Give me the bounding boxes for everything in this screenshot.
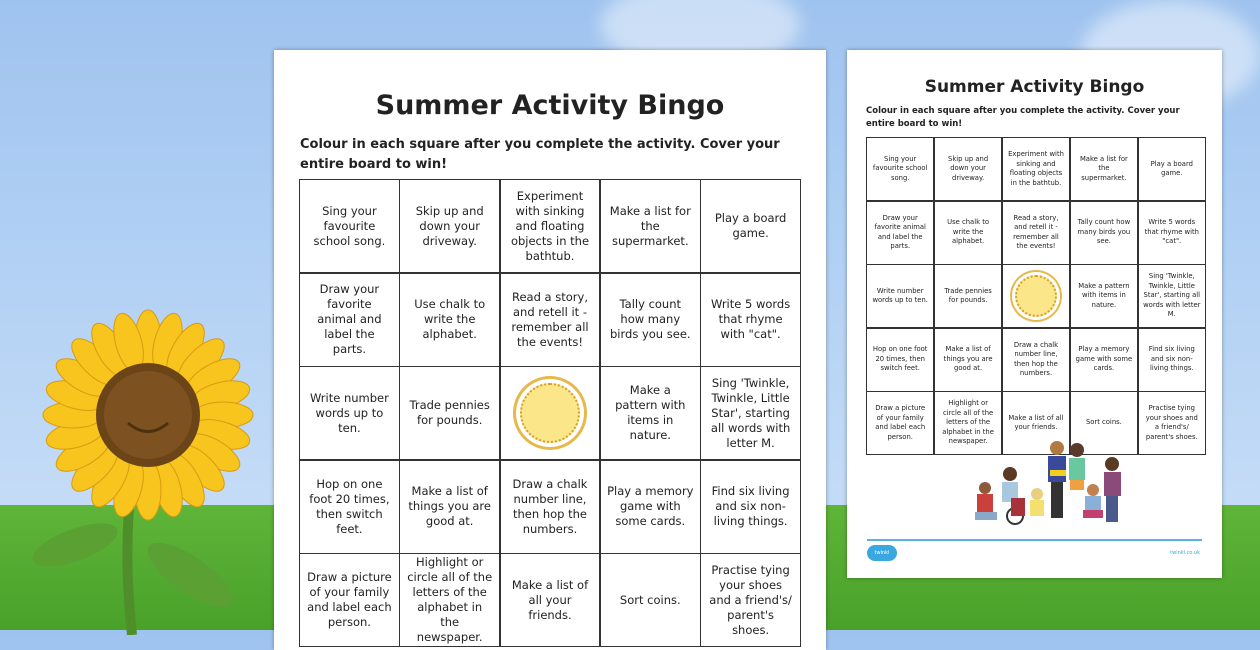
bingo-cell[interactable]: Draw a chalk number line, then hop the numbers.	[501, 461, 600, 553]
bingo-cell[interactable]: Trade pennies for pounds.	[400, 367, 499, 459]
sun-icon	[520, 383, 580, 443]
bingo-cell[interactable]: Write 5 words that rhyme with "cat".	[701, 274, 800, 366]
bingo-cell[interactable]: Make a list for the supermarket.	[601, 180, 700, 272]
bingo-cell[interactable]: Find six living and six non-living things.	[1139, 329, 1205, 391]
bingo-free-cell[interactable]	[501, 367, 600, 459]
bingo-cell[interactable]: Experiment with sinking and floating objects in the bathtub.	[501, 180, 600, 272]
bingo-cell[interactable]: Practise tying your shoes and a friend's/ parent's shoes.	[701, 554, 800, 646]
bingo-cell[interactable]: Sort coins.	[1071, 392, 1137, 454]
sunflower-illustration	[20, 295, 270, 635]
bingo-cell[interactable]: Make a list for the supermarket.	[1071, 138, 1137, 200]
bingo-cell[interactable]: Hop on one foot 20 times, then switch feet.	[867, 329, 933, 391]
bingo-cell[interactable]: Play a board game.	[701, 180, 800, 272]
bingo-cell[interactable]: Tally count how many birds you see.	[601, 274, 700, 366]
bingo-cell[interactable]: Read a story, and retell it - remember all the events!	[501, 274, 600, 366]
bingo-cell[interactable]: Play a memory game with some cards.	[601, 461, 700, 553]
bingo-grid	[866, 137, 1206, 455]
bingo-cell[interactable]: Make a list of all your friends.	[1003, 392, 1069, 454]
children-illustration	[965, 438, 1125, 526]
footer-divider	[867, 539, 1202, 541]
worksheet-instructions: Colour in each square after you complete the activity. Cover your entire board to win!	[866, 106, 1180, 129]
bingo-cell[interactable]: Sing your favourite school song.	[867, 138, 933, 200]
bingo-cell[interactable]: Draw a chalk number line, then hop the numbers.	[1003, 329, 1069, 391]
bingo-cell[interactable]: Practise tying your shoes and a friend's/ parent's shoes.	[1139, 392, 1205, 454]
worksheet-large	[274, 50, 826, 650]
bingo-cell[interactable]: Play a memory game with some cards.	[1071, 329, 1137, 391]
sun-icon	[1015, 275, 1057, 317]
bingo-cell[interactable]: Skip up and down your driveway.	[935, 138, 1001, 200]
bingo-cell[interactable]: Draw a picture of your family and label each person.	[300, 554, 399, 646]
worksheet-title: Summer Activity Bingo	[375, 90, 725, 121]
footer-url: twinkl.co.uk	[1170, 550, 1200, 556]
worksheet-preview	[847, 50, 1222, 578]
bingo-cell[interactable]: Draw your favorite animal and label the parts.	[867, 202, 933, 264]
bingo-cell[interactable]: Make a list of things you are good at.	[935, 329, 1001, 391]
bingo-cell[interactable]: Make a list of things you are good at.	[400, 461, 499, 553]
bingo-cell[interactable]: Find six living and six non-living things.	[701, 461, 800, 553]
bingo-cell[interactable]: Tally count how many birds you see.	[1071, 202, 1137, 264]
bingo-cell[interactable]: Highlight or circle all of the letters of the alphabet in the newspaper.	[400, 554, 499, 646]
bingo-free-cell[interactable]	[1003, 265, 1069, 327]
bingo-cell[interactable]: Sing 'Twinkle, Twinkle, Little Star', starting all words with letter M.	[1139, 265, 1205, 327]
bingo-cell[interactable]: Make a list of all your friends.	[501, 554, 600, 646]
bingo-cell[interactable]: Play a board game.	[1139, 138, 1205, 200]
worksheet-instructions: Colour in each square after you complete the activity. Cover your entire board to win!	[300, 137, 780, 172]
bingo-cell[interactable]: Skip up and down your driveway.	[400, 180, 499, 272]
bingo-cell[interactable]: Highlight or circle all of the letters of the alphabet in the newspaper.	[935, 392, 1001, 454]
bingo-cell[interactable]: Make a pattern with items in nature.	[601, 367, 700, 459]
bingo-cell[interactable]: Trade pennies for pounds.	[935, 265, 1001, 327]
bingo-cell[interactable]: Draw a picture of your family and label each person.	[867, 392, 933, 454]
bingo-cell[interactable]: Use chalk to write the alphabet.	[400, 274, 499, 366]
bingo-cell[interactable]: Sing 'Twinkle, Twinkle, Little Star', starting all words with letter M.	[701, 367, 800, 459]
bingo-cell[interactable]: Read a story, and retell it - remember all the events!	[1003, 202, 1069, 264]
bingo-cell[interactable]: Hop on one foot 20 times, then switch feet.	[300, 461, 399, 553]
worksheet-title: Summer Activity Bingo	[924, 77, 1145, 97]
bingo-cell[interactable]: Use chalk to write the alphabet.	[935, 202, 1001, 264]
twinkl-logo: twinkl	[867, 545, 897, 561]
bingo-cell[interactable]: Write number words up to ten.	[867, 265, 933, 327]
bingo-cell[interactable]: Experiment with sinking and floating objects in the bathtub.	[1003, 138, 1069, 200]
bingo-cell[interactable]: Sort coins.	[601, 554, 700, 646]
bingo-grid	[299, 179, 801, 647]
bingo-cell[interactable]: Draw your favorite animal and label the parts.	[300, 274, 399, 366]
bingo-cell[interactable]: Write number words up to ten.	[300, 367, 399, 459]
bingo-cell[interactable]: Sing your favourite school song.	[300, 180, 399, 272]
bingo-cell[interactable]: Make a pattern with items in nature.	[1071, 265, 1137, 327]
bingo-cell[interactable]: Write 5 words that rhyme with "cat".	[1139, 202, 1205, 264]
